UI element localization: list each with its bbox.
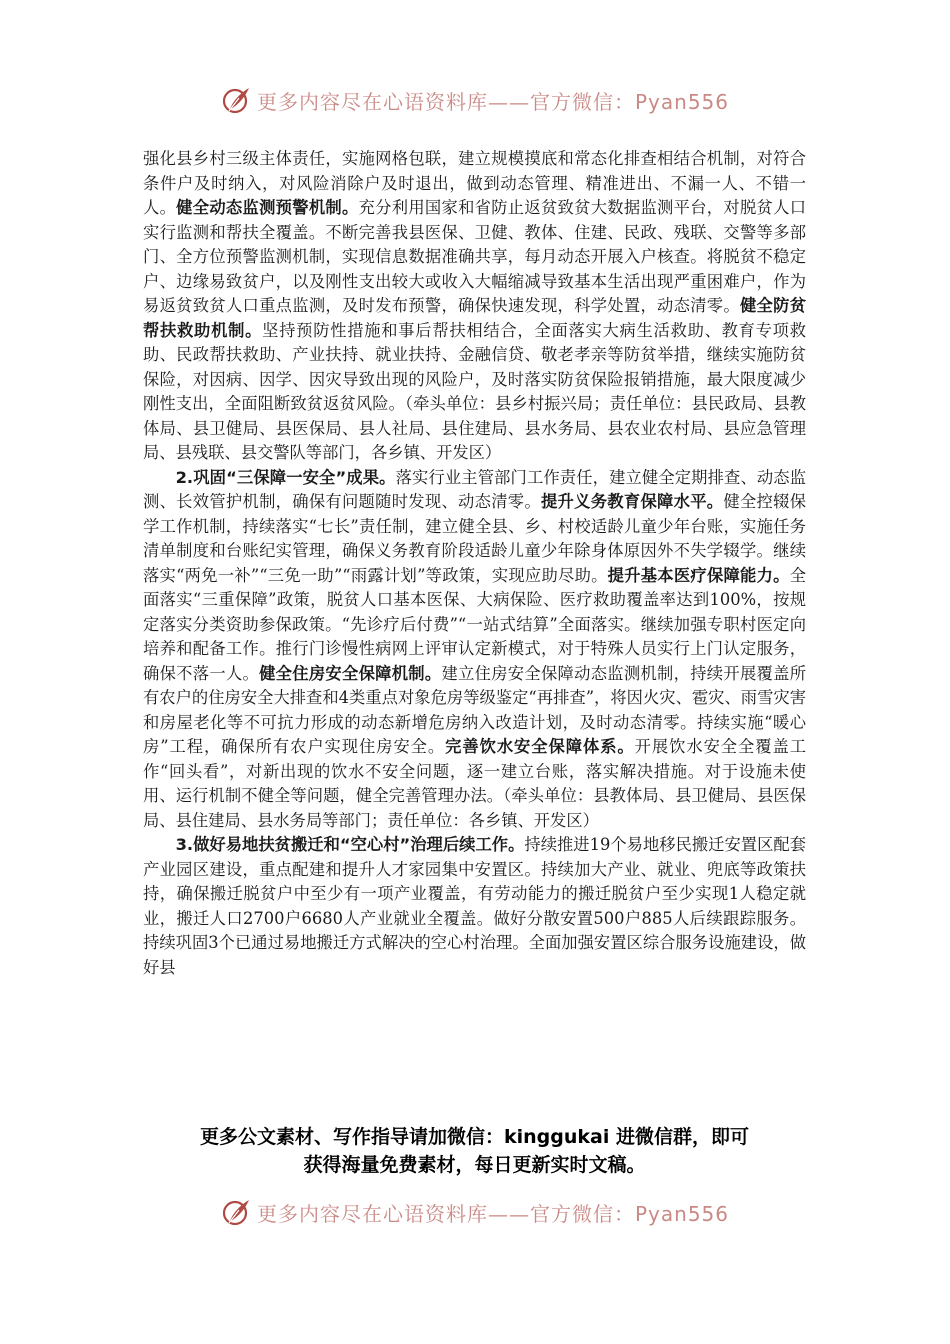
promo-banner (143, 1123, 806, 1179)
document-body (143, 147, 806, 980)
section-heading: 3.做好易地扶贫搬迁和“空心村”治理后续工作。 (175, 835, 525, 854)
bold-heading: 健全动态监测预警机制。 (176, 198, 359, 217)
promo-line-2: 获得海量免费素材，每日更新实时文稿。 (303, 1154, 646, 1176)
quill-logo-icon (221, 85, 251, 115)
paragraph-3: 3.做好易地扶贫搬迁和“空心村”治理后续工作。持续推进19个易地移民搬迁安置区配套产业园区建设，重点配建和提升人才家园集中安置区。持续加大产业、就业、兜底等政策扶持，确保搬迁脱贫户中至少有一项产业覆盖，有劳动能力的搬迁脱贫户至少实现1人稳定就业，搬迁人口2700户6680人产业就业全覆盖。做好分散安置500户885人后续跟踪服务。持续巩固3个已通过易地搬迁方式解决的空心村治理。全面加强安置区综合服务设施建设，做好县 (143, 835, 806, 977)
promo-line-1: 更多公文素材、写作指导请加微信：kinggukai 进微信群，即可 (200, 1126, 749, 1148)
bold-heading: 完善饮水安全保障体系。 (445, 737, 635, 756)
watermark-text: 更多内容尽在心语资料库——官方微信：Pyan556 (256, 1201, 729, 1226)
bold-heading: 健全防贫帮扶救助机制。 (143, 296, 806, 340)
paragraph-1: 强化县乡村三级主体责任，实施网格包联，建立规模摸底和常态化排查相结合机制，对符合条件户及时纳入，对风险消除户及时退出，做到动态管理、精准进出、不漏一人、不错一人。健全动态监测预警机制。充分利用国家和省防止返贫致贫大数据监测平台，对脱贫人口实行监测和帮扶全覆盖。不断完善我县医保、卫健、教体、住建、民政、残联、交警等多部门、全方位预警监测机制，实现信息数据准确共享，每月动态开展入户核查。将脱贫不稳定户、边缘易致贫户，以及刚性支出较大或收入大幅缩减导致基本生活出现严重困难户，作为易返贫致贫人口重点监测，及时发布预警，确保快速发现，科学处置，动态清零。健全防贫帮扶救助机制。坚持预防性措施和事后帮扶相结合，全面落实大病生活救助、教育专项救助、民政帮扶救助、产业扶持、就业扶持、金融信贷、敬老孝亲等防贫举措，继续实施防贫保险，对因病、因学、因灾导致出现的风险户，及时落实防贫保险报销措施，最大限度减少刚性支出，全面阻断致贫返贫风险。（牵头单位：县乡村振兴局；责任单位：县民政局、县教体局、县卫健局、县医保局、县人社局、县住建局、县水务局、县农业农村局、县应急管理局、县残联、县交警队等部门，各乡镇、开发区） (143, 149, 806, 462)
watermark-text: 更多内容尽在心语资料库——官方微信：Pyan556 (256, 89, 729, 114)
paragraph-2: 2.巩固“三保障一安全”成果。落实行业主管部门工作责任，建立健全定期排查、动态监测、长效管护机制，确保有问题随时发现、动态清零。提升义务教育保障水平。健全控辍保学工作机制，持续落实“七长”责任制，建立健全县、乡、村校适龄儿童少年台账，实施任务清单制度和台账纪实管理，确保义务教育阶段适龄儿童少年除身体原因外不失学辍学。继续落实“两免一补”“三免一助”“雨露计划”等政策，实现应助尽助。提升基本医疗保障能力。全面落实“三重保障”政策，脱贫人口基本医保、大病保险、医疗救助覆盖率达到100%，按规定落实分类资助参保政策。“先诊疗后付费”“一站式结算”全面落实。继续加强专职村医定向培养和配备工作。推行门诊慢性病网上评审认定新模式，对于特殊人员实行上门认定服务，确保不落一人。健全住房安全保障机制。建立住房安全保障动态监测机制，持续开展覆盖所有农户的住房安全大排查和4类重点对象危房等级鉴定“再排查”，将因火灾、雹灾、雨雪灾害和房屋老化等不可抗力形成的动态新增危房纳入改造计划，及时动态清零。持续实施“暖心房”工程，确保所有农户实现住房安全。完善饮水安全保障体系。开展饮水安全全覆盖工作“回头看”，对新出现的饮水不安全问题，逐一建立台账，落实解决措施。对于设施未使用、运行机制不健全等问题，健全完善管理办法。（牵头单位：县教体局、县卫健局、县医保局、县住建局、县水务局等部门；责任单位：各乡镇、开发区） (143, 467, 806, 830)
section-heading: 2.巩固“三保障一安全”成果。 (175, 467, 396, 487)
bold-heading: 提升义务教育保障水平。 (540, 492, 724, 511)
bold-heading: 提升基本医疗保障能力。 (607, 565, 790, 585)
bold-heading: 健全住房安全保障机制。 (259, 663, 442, 683)
quill-logo-icon (221, 1197, 251, 1227)
header-watermark (0, 80, 950, 120)
footer-watermark (0, 1192, 950, 1232)
